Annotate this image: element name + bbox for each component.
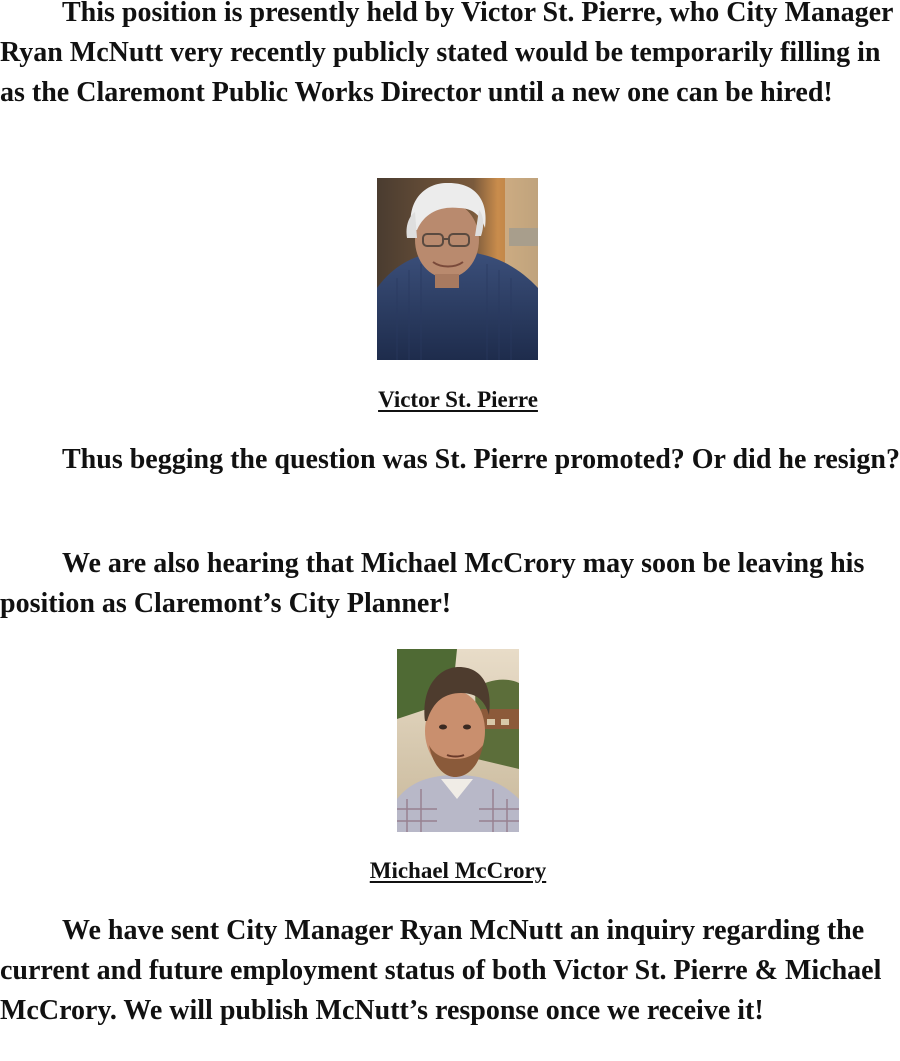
paragraph-inquiry-sent: We have sent City Manager Ryan McNutt an inquiry regarding the current and future employment status of both Victor St. Pierre & Michael McCrory. We will publish McNutt’s response once we receive it! bbox=[0, 915, 882, 1026]
michael-mccrory-photo bbox=[397, 649, 519, 832]
victor-st-pierre-caption: Victor St. Pierre bbox=[378, 387, 538, 412]
paragraph-mccrory-leaving: We are also hearing that Michael McCrory may soon be leaving his position as Claremont’s City Planner! bbox=[0, 548, 865, 619]
paragraph-victor-position: This position is presently held by Victor St. Pierre, who City Manager Ryan McNutt very recently publicly stated would be temporarily filling in as the Claremont Public Works Director until a new one can be hired! bbox=[0, 0, 893, 108]
paragraph-promoted-question: Thus begging the question was St. Pierre promoted? Or did he resign? bbox=[62, 444, 900, 475]
michael-mccrory-caption: Michael McCrory bbox=[369, 858, 547, 883]
victor-st-pierre-photo bbox=[377, 178, 538, 360]
